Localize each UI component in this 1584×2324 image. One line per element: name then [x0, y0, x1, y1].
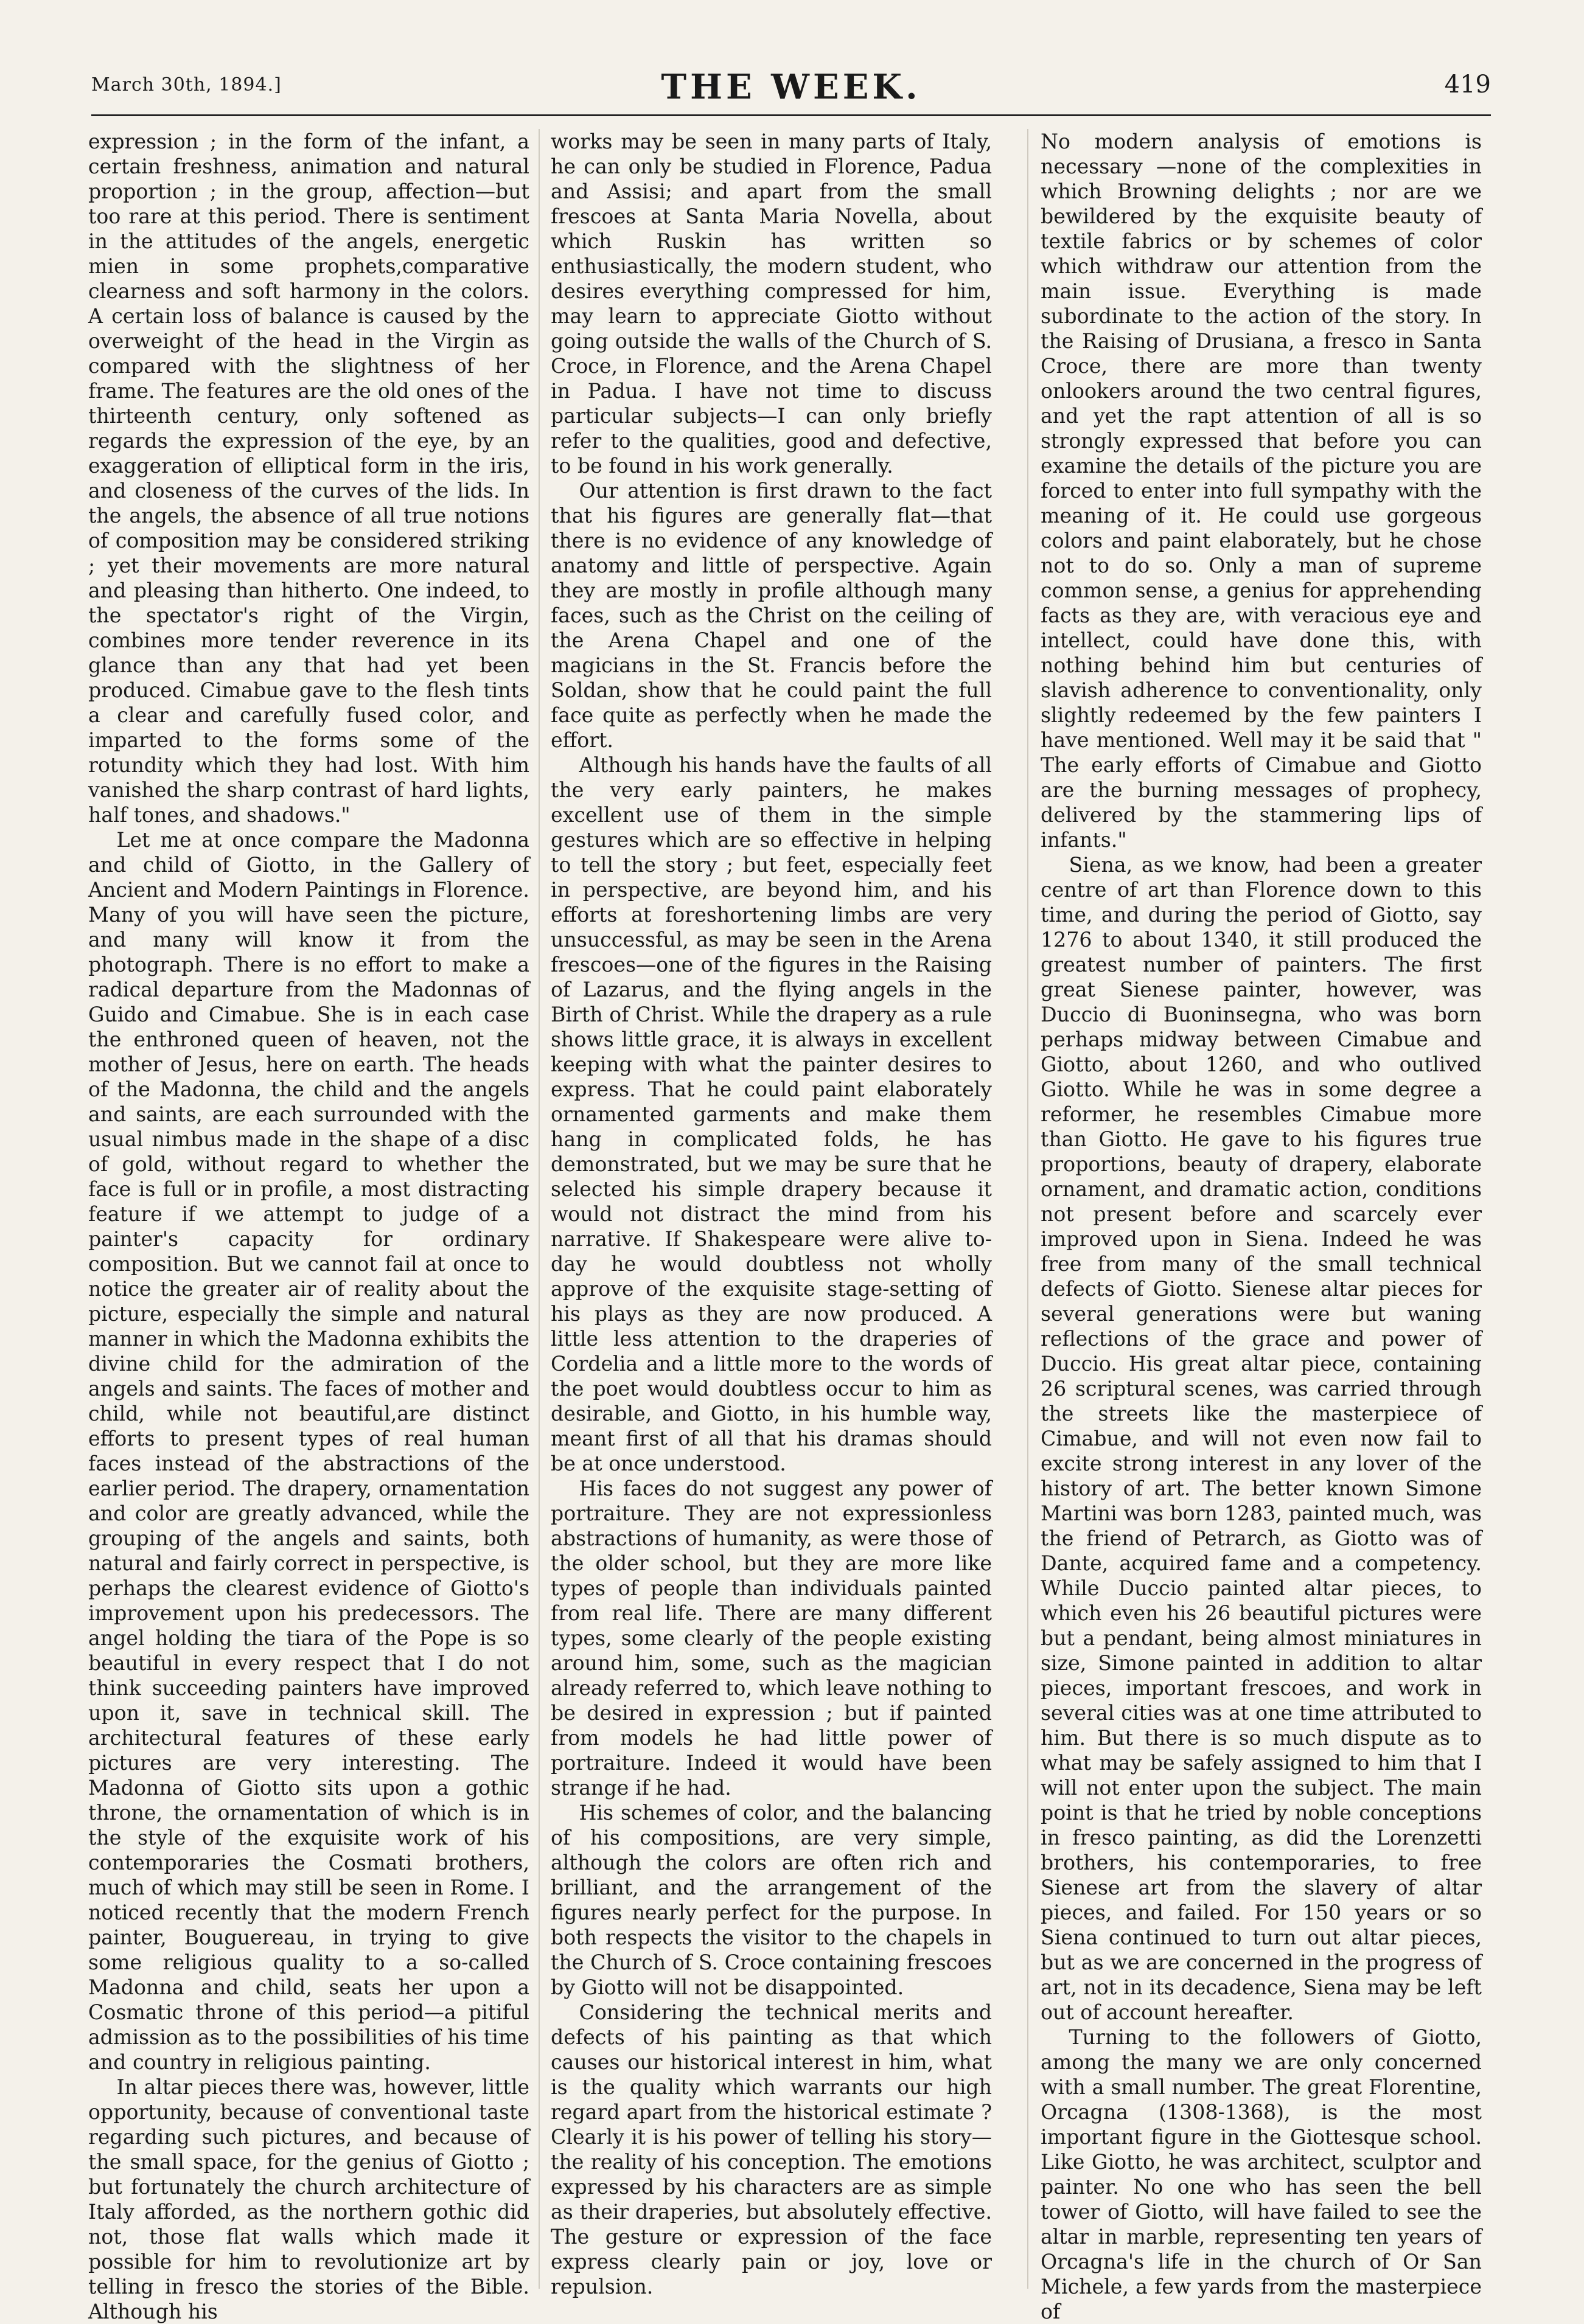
text-column-1: [88, 129, 529, 2323]
page-number: 419: [1444, 71, 1491, 99]
paragraph: Siena, as we know, had been a greater centre of art than Florence down to this time, and during the period of Giotto, say 1276 to about 1340, it still produced the greatest number of painters. The first great Sienese painter, however, was Duccio di Buoninsegna, who was born perhaps midway between Cimabue and Giotto, about 1260, and who outlived Giotto. While he was in some degree a reformer, he resembles Cimabue more than Giotto. He gave to his figures true proportions, beauty of drapery, elaborate ornament, and dramatic action, conditions not present before and scarcely ever improved upon in Siena. Indeed he was free from many of the small technical defects of Giotto. Sienese altar pieces for several generations were but waning reflections of the grace and power of Duccio. His great altar piece, containing 26 scriptural scenes, was carried through the streets like the masterpiece of Cimabue, and will not even now fail to excite strong interest in any lover of the history of art. The better known Simone Martini was born 1283, painted much, was the friend of Petrarch, as Giotto was of Dante, acquired fame and a competency. While Duccio painted altar pieces, to which even his 26 beautiful pictures were but a pendant, being almost miniatures in size, Simone painted in addition to altar pieces, important frescoes, and work in several cities was at one time attributed to him. But there is so much dispute as to what may be safely assigned to him that I will not enter upon the subject. The main point is that he tried by noble conceptions in fresco painting, as did the Lorenzetti brothers, his contemporaries, to free Sienese art from the slavery of altar pieces, and failed. For 150 years or so Siena continued to turn out altar pieces, but as we are concerned in the progress of art, not in its decadence, Siena may be left out of account hereafter.: [1041, 853, 1482, 2024]
paragraph: Although his hands have the faults of all the very early painters, he makes excellent use of them in the simple gestures which are so effective in helping to tell the story ; but feet, especially feet in perspective, are beyond him, and his efforts at foreshortening limbs are very unsuccessful, as may be seen in the Arena frescoes—one of the figures in the Raising of Lazarus, and the flying angels in the Birth of Christ. While the drapery as a rule shows little grace, it is always in excellent keeping with what the painter desires to express. That he could paint elaborately ornamented garments and make them hang in complicated folds, he has demonstrated, but we may be sure that he selected his simple drapery because it would not distract the mind from his narrative. If Shakespeare were alive to-day he would doubtless not wholly approve of the exquisite stage-setting of his plays as they are now produced. A little less attention to the draperies of Cordelia and a little more to the words of the poet would doubtless occur to him as desirable, and Giotto, in his humble way, meant first of all that his dramas should be at once understood.: [551, 753, 993, 1475]
text-column-2: [551, 129, 993, 2298]
paragraph: Turning to the followers of Giotto, among the many we are only concerned with a small number. The great Florentine, Orcagna (1308-1368), is the most important figure in the Giottesque school. Like Giotto, he was architect, sculptor and painter. No one who has seen the bell tower of Giotto, will have failed to see the altar in marble, representing ten years of Orcagna's life in the church of Or San Michele, a few yards from the masterpiece of: [1041, 2025, 1482, 2323]
paragraph: expression ; in the form of the infant, a certain freshness, animation and natural proportion ; in the group, affection—but too rare at this period. There is sentiment in the attitudes of the angels, energetic mien in some prophets,comparative clearness and soft harmony in the colors. A certain loss of balance is caused by the overweight of the head in the Virgin as compared with the slightness of her frame. The features are the old ones of the thirteenth century, only softened as regards the expression of the eye, by an exaggeration of elliptical form in the iris, and closeness of the curves of the lids. In the angels, the absence of all true notions of composition may be considered striking ; yet their movements are more natural and pleasing than hitherto. One indeed, to the spectator's right of the Virgin, combines more tender reverence in its glance than any that had yet been produced. Cimabue gave to the flesh tints a clear and carefully fused color, and imparted to the forms some of the rotundity which they had lost. With him vanished the sharp contrast of hard lights, half tones, and shadows.": [88, 130, 529, 827]
column-divider: [1027, 129, 1028, 2289]
text-column-3: [1041, 129, 1482, 2323]
paragraph: works may be seen in many parts of Italy, he can only be studied in Florence, Padua and Assisi; and apart from the small frescoes at Santa Maria Novella, about which Ruskin has written so enthusiastically, the modern student, who desires everything compressed for him, may learn to appreciate Giotto without going outside the walls of the Church of S. Croce, in Florence, and the Arena Chapel in Padua. I have not time to discuss particular subjects—I can only briefly refer to the qualities, good and defective, to be found in his work generally.: [551, 130, 992, 478]
paragraph: Let me at once compare the Madonna and child of Giotto, in the Gallery of Ancient and Modern Paintings in Florence. Many of you will have seen the picture, and many will know it from the photograph. There is no effort to make a radical departure from the Madonnas of Guido and Cimabue. She is in each case the enthroned queen of heaven, not the mother of Jesus, here on earth. The heads of the Madonna, the child and the angels and saints, are each surrounded with the usual nimbus made in the shape of a disc of gold, without regard to whether the face is full or in profile, a most distracting feature if we attempt to judge of a painter's capacity for ordinary composition. But we cannot fail at once to notice the greater air of reality about the picture, especially the simple and natural manner in which the Madonna exhibits the divine child for the admiration of the angels and saints. The faces of mother and child, while not beautiful,are distinct efforts to present types of real human faces instead of the abstractions of the earlier period. The drapery, ornamentation and color are greatly advanced, while the grouping of the angels and saints, both natural and fairly correct in perspective, is perhaps the clearest evidence of Giotto's improvement upon his predecessors. The angel holding the tiara of the Pope is so beautiful in every respect that I do not think succeeding painters have improved upon it, save in technical skill. The architectural features of these early pictures are very interesting. The Madonna of Giotto sits upon a gothic throne, the ornamentation of which is in the style of the exquisite work of his contemporaries the Cosmati brothers, much of which may still be seen in Rome. I noticed recently that the modern French painter, Bouguereau, in trying to give some religious quality to a so-called Madonna and child, seats her upon a Cosmatic throne of this period—a pitiful admission as to the possibilities of his time and country in religious painting.: [88, 828, 529, 2074]
paragraph: No modern analysis of emotions is necessary —none of the complexities in which Browning delights ; nor are we bewildered by the exquisite beauty of textile fabrics or by schemes of color which withdraw our attention from the main issue. Everything is made subordinate to the action of the story. In the Raising of Drusiana, a fresco in Santa Croce, there are more than twenty onlookers around the two central figures, and yet the rapt attention of all is so strongly expressed that before you can examine the details of the picture you are forced to enter into full sympathy with the meaning of it. He could use gorgeous colors and paint elaborately, but he chose not to do so. Only a man of supreme common sense, a genius for apprehending facts as they are, with veracious eye and intellect, could have done this, with nothing behind him but centuries of slavish adherence to conventionality, only slightly redeemed by the few painters I have mentioned. Well may it be said that " The early efforts of Cimabue and Giotto are the burning messages of prophecy, delivered by the stammering lips of infants.": [1041, 130, 1482, 852]
paragraph: Considering the technical merits and defects of his painting as that which causes our historical interest in him, what is the quality which warrants our high regard apart from the historical estimate ? Clearly it is his power of telling his story—the reality of his conception. The emotions expressed by his characters are as simple as their draperies, but absolutely effective. The gesture or expression of the face express clearly pain or joy, love or repulsion.: [551, 2000, 992, 2298]
page-header: [91, 67, 1491, 110]
column-divider: [539, 129, 540, 2289]
paragraph: Our attention is first drawn to the fact that his figures are generally flat—that there is no evidence of any knowledge of anatomy and little of perspective. Again they are mostly in profile although many faces, such as the Christ on the ceiling of the Arena Chapel and one of the magicians in the St. Francis before the Soldan, show that he could paint the full face quite as perfectly when he made the effort.: [551, 479, 992, 752]
publication-title: THE WEEK.: [661, 67, 921, 107]
issue-date: March 30th, 1894.]: [91, 74, 282, 96]
paragraph: His schemes of color, and the balancing of his compositions, are very simple, although the colors are often rich and brilliant, and the arrangement of the figures nearly perfect for the purpose. In both respects the visitor to the chapels in the Church of S. Croce containing frescoes by Giotto will not be disappointed.: [551, 1801, 992, 1999]
paragraph: His faces do not suggest any power of portraiture. They are not expressionless abstractions of humanity, as were those of the older school, but they are more like types of people than individuals painted from real life. There are many different types, some clearly of the people existing around him, some, such as the magician already referred to, which leave nothing to be desired in expression ; but if painted from models he had little power of portraiture. Indeed it would have been strange if he had.: [551, 1477, 992, 1800]
paragraph: In altar pieces there was, however, little opportunity, because of conventional taste regarding such pictures, and because of the small space, for the genius of Giotto ; but fortunately the church architecture of Italy afforded, as the northern gothic did not, those flat walls which made it possible for him to revolutionize art by telling in fresco the stories of the Bible. Although his: [88, 2075, 529, 2323]
header-rule: [91, 114, 1491, 116]
